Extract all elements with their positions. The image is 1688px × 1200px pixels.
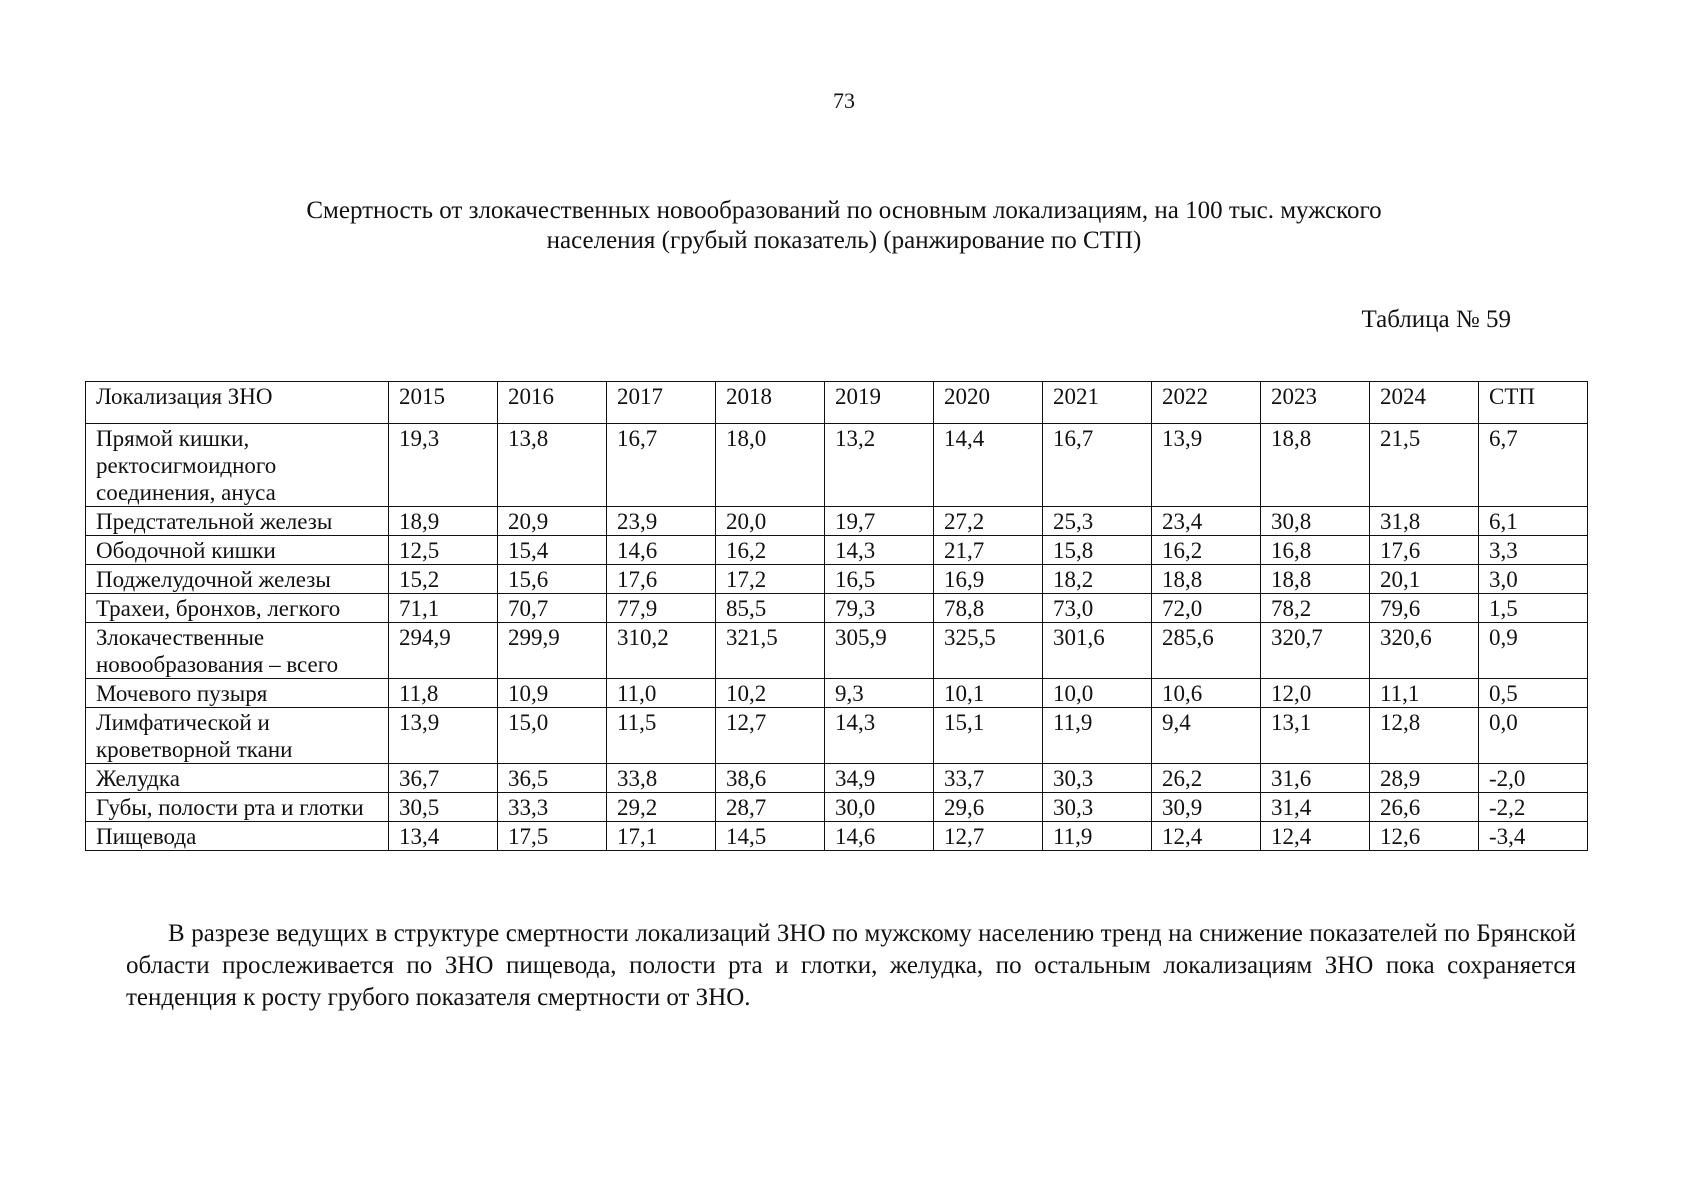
cell-value: 29,6 [934, 793, 1043, 822]
cell-value: 23,4 [1152, 507, 1261, 536]
cell-value: 72,0 [1152, 594, 1261, 623]
header-year-2016: 2016 [498, 382, 607, 424]
cell-localization: Губы, полости рта и глотки [86, 793, 389, 822]
cell-value: 13,8 [498, 424, 607, 507]
cell-value: 14,3 [825, 708, 934, 764]
cell-value: 13,9 [1152, 424, 1261, 507]
cell-localization: Прямой кишки, ректосигмоидного соединения, ануса [86, 424, 389, 507]
cell-value: 15,6 [498, 565, 607, 594]
summary-paragraph: В разрезе ведущих в структуре смертности локализаций ЗНО по мужскому населению тренд на снижение показателей по Брянской области прослеживается по ЗНО пищевода, полости рта и глотки, желудка, по остальным локализациям ЗНО пока сохраняется тенденция к росту грубого показателя смертности от ЗНО. [126, 920, 1576, 1011]
cell-localization: Мочевого пузыря [86, 679, 389, 708]
cell-value: 31,4 [1261, 793, 1370, 822]
cell-value: 13,1 [1261, 708, 1370, 764]
cell-value: 28,7 [716, 793, 825, 822]
cell-value: 23,9 [607, 507, 716, 536]
cell-stp: -2,0 [1479, 764, 1588, 793]
cell-localization: Лимфатической и кроветворной ткани [86, 708, 389, 764]
cell-stp: 1,5 [1479, 594, 1588, 623]
cell-value: 12,6 [1370, 822, 1479, 851]
cell-value: 12,8 [1370, 708, 1479, 764]
cell-value: 36,5 [498, 764, 607, 793]
table-row [86, 822, 1588, 851]
cell-value: 12,4 [1261, 822, 1370, 851]
cell-value: 16,2 [1152, 536, 1261, 565]
cell-value: 14,6 [607, 536, 716, 565]
table-row [86, 623, 1588, 679]
cell-value: 73,0 [1043, 594, 1152, 623]
cell-value: 11,5 [607, 708, 716, 764]
cell-value: 21,7 [934, 536, 1043, 565]
cell-value: 78,2 [1261, 594, 1370, 623]
cell-value: 18,0 [716, 424, 825, 507]
cell-value: 10,1 [934, 679, 1043, 708]
cell-value: 20,0 [716, 507, 825, 536]
cell-value: 30,3 [1043, 793, 1152, 822]
cell-value: 18,2 [1043, 565, 1152, 594]
cell-value: 17,5 [498, 822, 607, 851]
cell-value: 15,2 [389, 565, 498, 594]
cell-value: 17,6 [607, 565, 716, 594]
cell-value: 11,9 [1043, 708, 1152, 764]
cell-value: 78,8 [934, 594, 1043, 623]
cell-value: 15,4 [498, 536, 607, 565]
cell-value: 16,8 [1261, 536, 1370, 565]
cell-value: 15,8 [1043, 536, 1152, 565]
cell-value: 11,9 [1043, 822, 1152, 851]
title-line-1: Смертность от злокачественных новообразований по основным локализациям, на 100 тыс. мужского [306, 197, 1382, 224]
header-year-2022: 2022 [1152, 382, 1261, 424]
cell-localization: Злокачественные новообразования – всего [86, 623, 389, 679]
cell-value: 21,5 [1370, 424, 1479, 507]
cell-value: 20,1 [1370, 565, 1479, 594]
cell-value: 30,9 [1152, 793, 1261, 822]
cell-stp: -3,4 [1479, 822, 1588, 851]
cell-value: 14,6 [825, 822, 934, 851]
cell-value: 18,8 [1261, 565, 1370, 594]
cell-value: 16,9 [934, 565, 1043, 594]
cell-value: 294,9 [389, 623, 498, 679]
cell-value: 20,9 [498, 507, 607, 536]
cell-value: 16,7 [607, 424, 716, 507]
cell-value: 301,6 [1043, 623, 1152, 679]
cell-stp: 3,0 [1479, 565, 1588, 594]
cell-value: 16,7 [1043, 424, 1152, 507]
cell-value: 26,2 [1152, 764, 1261, 793]
cell-value: 33,7 [934, 764, 1043, 793]
cell-value: 19,3 [389, 424, 498, 507]
table-row [86, 536, 1588, 565]
cell-value: 15,0 [498, 708, 607, 764]
header-year-2021: 2021 [1043, 382, 1152, 424]
table-body [86, 424, 1588, 851]
cell-value: 38,6 [716, 764, 825, 793]
cell-value: 29,2 [607, 793, 716, 822]
table-row [86, 708, 1588, 764]
cell-value: 85,5 [716, 594, 825, 623]
table-row [86, 594, 1588, 623]
table-row [86, 793, 1588, 822]
header-year-2019: 2019 [825, 382, 934, 424]
cell-value: 12,5 [389, 536, 498, 565]
cell-value: 18,8 [1152, 565, 1261, 594]
table-row [86, 679, 1588, 708]
cell-value: 71,1 [389, 594, 498, 623]
cell-value: 310,2 [607, 623, 716, 679]
cell-value: 19,7 [825, 507, 934, 536]
cell-value: 17,2 [716, 565, 825, 594]
cell-value: 325,5 [934, 623, 1043, 679]
cell-value: 12,7 [716, 708, 825, 764]
cell-value: 320,6 [1370, 623, 1479, 679]
cell-stp: 0,9 [1479, 623, 1588, 679]
cell-stp: 6,7 [1479, 424, 1588, 507]
cell-value: 30,5 [389, 793, 498, 822]
page-number: 73 [833, 88, 855, 113]
cell-value: 77,9 [607, 594, 716, 623]
cell-value: 320,7 [1261, 623, 1370, 679]
cell-stp: 0,5 [1479, 679, 1588, 708]
cell-stp: 0,0 [1479, 708, 1588, 764]
cell-value: 299,9 [498, 623, 607, 679]
header-year-2023: 2023 [1261, 382, 1370, 424]
cell-value: 31,8 [1370, 507, 1479, 536]
cell-value: 17,1 [607, 822, 716, 851]
table-header-row [86, 382, 1588, 424]
header-year-2015: 2015 [389, 382, 498, 424]
cell-value: 17,6 [1370, 536, 1479, 565]
document-title [200, 196, 1488, 256]
cell-localization: Предстательной железы [86, 507, 389, 536]
cell-value: 14,5 [716, 822, 825, 851]
cell-value: 321,5 [716, 623, 825, 679]
cell-localization: Пищевода [86, 822, 389, 851]
cell-value: 79,6 [1370, 594, 1479, 623]
cell-value: 10,6 [1152, 679, 1261, 708]
cell-value: 16,2 [716, 536, 825, 565]
header-localization: Локализация ЗНО [86, 382, 389, 424]
cell-value: 28,9 [1370, 764, 1479, 793]
table-row [86, 507, 1588, 536]
cell-value: 305,9 [825, 623, 934, 679]
cell-value: 12,4 [1152, 822, 1261, 851]
cell-value: 16,5 [825, 565, 934, 594]
cell-value: 30,3 [1043, 764, 1152, 793]
cell-value: 10,2 [716, 679, 825, 708]
cell-value: 11,0 [607, 679, 716, 708]
cell-value: 70,7 [498, 594, 607, 623]
cell-value: 26,6 [1370, 793, 1479, 822]
cell-value: 79,3 [825, 594, 934, 623]
cell-value: 13,9 [389, 708, 498, 764]
cell-value: 18,9 [389, 507, 498, 536]
cell-value: 30,0 [825, 793, 934, 822]
cell-value: 13,2 [825, 424, 934, 507]
cell-localization: Ободочной кишки [86, 536, 389, 565]
cell-localization: Желудка [86, 764, 389, 793]
cell-value: 12,7 [934, 822, 1043, 851]
cell-value: 12,0 [1261, 679, 1370, 708]
cell-value: 285,6 [1152, 623, 1261, 679]
table-row [86, 424, 1588, 507]
cell-value: 9,4 [1152, 708, 1261, 764]
header-year-2017: 2017 [607, 382, 716, 424]
cell-value: 11,1 [1370, 679, 1479, 708]
cell-value: 18,8 [1261, 424, 1370, 507]
header-stp: СТП [1479, 382, 1588, 424]
cell-value: 33,8 [607, 764, 716, 793]
cell-value: 27,2 [934, 507, 1043, 536]
table-row [86, 565, 1588, 594]
table-row [86, 764, 1588, 793]
cell-value: 34,9 [825, 764, 934, 793]
cell-stp: 6,1 [1479, 507, 1588, 536]
cell-value: 10,0 [1043, 679, 1152, 708]
header-year-2018: 2018 [716, 382, 825, 424]
cell-value: 13,4 [389, 822, 498, 851]
cell-value: 11,8 [389, 679, 498, 708]
cell-value: 14,4 [934, 424, 1043, 507]
cell-stp: -2,2 [1479, 793, 1588, 822]
header-year-2024: 2024 [1370, 382, 1479, 424]
cell-value: 31,6 [1261, 764, 1370, 793]
cell-value: 15,1 [934, 708, 1043, 764]
cell-value: 36,7 [389, 764, 498, 793]
cell-localization: Поджелудочной железы [86, 565, 389, 594]
table-number: Таблица № 59 [1361, 306, 1511, 333]
mortality-table [85, 381, 1588, 851]
cell-value: 14,3 [825, 536, 934, 565]
cell-value: 25,3 [1043, 507, 1152, 536]
title-line-2: населения (грубый показатель) (ранжирование по СТП) [546, 227, 1142, 254]
cell-value: 30,8 [1261, 507, 1370, 536]
cell-stp: 3,3 [1479, 536, 1588, 565]
cell-value: 10,9 [498, 679, 607, 708]
cell-value: 9,3 [825, 679, 934, 708]
cell-localization: Трахеи, бронхов, легкого [86, 594, 389, 623]
cell-value: 33,3 [498, 793, 607, 822]
header-year-2020: 2020 [934, 382, 1043, 424]
